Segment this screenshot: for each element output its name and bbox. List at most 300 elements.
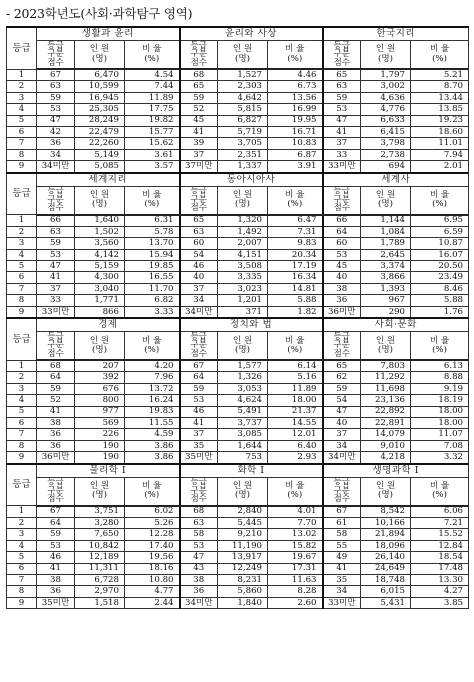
ratio-cell: 15.94 bbox=[125, 249, 180, 260]
cutoff-score-cell: 36미만 bbox=[323, 306, 361, 318]
ratio-cell: 8.28 bbox=[268, 586, 323, 597]
grade-cell: 4 bbox=[7, 540, 37, 551]
table-row bbox=[7, 406, 469, 417]
cutoff-score-cell: 38 bbox=[180, 574, 218, 585]
table-row bbox=[7, 149, 469, 160]
count-header: 인 원 (명) bbox=[218, 477, 268, 506]
cutoff-score-cell: 40 bbox=[323, 417, 361, 428]
table-row bbox=[7, 506, 469, 518]
table-row bbox=[7, 115, 469, 126]
count-cell: 3,374 bbox=[361, 261, 411, 272]
subject-name: 세계지리 bbox=[37, 173, 180, 187]
count-cell: 11,292 bbox=[361, 372, 411, 383]
cutoff-score-cell: 33 bbox=[37, 295, 75, 306]
count-cell: 8,542 bbox=[361, 506, 411, 518]
count-cell: 1,084 bbox=[361, 226, 411, 237]
count-cell: 2,007 bbox=[218, 238, 268, 249]
table-row bbox=[7, 452, 469, 464]
table-row bbox=[7, 138, 469, 149]
cutoff-score-cell: 37 bbox=[180, 149, 218, 160]
cutoff-score-cell: 41 bbox=[37, 272, 75, 283]
table-row bbox=[7, 283, 469, 294]
count-cell: 800 bbox=[75, 395, 125, 406]
count-cell: 207 bbox=[75, 360, 125, 372]
table-row bbox=[7, 126, 469, 137]
ratio-cell: 19.67 bbox=[268, 552, 323, 563]
table-row bbox=[7, 295, 469, 306]
ratio-cell: 11.89 bbox=[268, 383, 323, 394]
cutoff-score-cell: 40 bbox=[323, 272, 361, 283]
ratio-cell: 6.13 bbox=[411, 360, 469, 372]
ratio-cell: 13.44 bbox=[411, 92, 469, 103]
count-cell: 10,842 bbox=[75, 540, 125, 551]
ratio-cell: 16.24 bbox=[125, 395, 180, 406]
ratio-cell: 9.19 bbox=[411, 383, 469, 394]
ratio-cell: 19.23 bbox=[411, 115, 469, 126]
table-row bbox=[7, 440, 469, 451]
table-row bbox=[7, 226, 469, 237]
count-cell: 3,705 bbox=[218, 138, 268, 149]
ratio-cell: 7.94 bbox=[411, 149, 469, 160]
subject-name-row bbox=[7, 464, 469, 478]
ratio-cell: 11.89 bbox=[125, 92, 180, 103]
count-cell: 6,827 bbox=[218, 115, 268, 126]
ratio-cell: 5.26 bbox=[125, 517, 180, 528]
cutoff-score-cell: 47 bbox=[323, 406, 361, 417]
grade-cell: 8 bbox=[7, 586, 37, 597]
cutoff-score-cell: 65 bbox=[180, 81, 218, 92]
cutoff-score-cell: 64 bbox=[37, 372, 75, 383]
ratio-cell: 5.21 bbox=[411, 69, 469, 81]
ratio-cell: 4.59 bbox=[125, 429, 180, 440]
count-cell: 2,351 bbox=[218, 149, 268, 160]
count-cell: 676 bbox=[75, 383, 125, 394]
ratio-cell: 3.57 bbox=[125, 161, 180, 173]
count-cell: 2,738 bbox=[361, 149, 411, 160]
cutoff-score-cell: 65 bbox=[323, 69, 361, 81]
cutoff-score-cell: 53 bbox=[180, 540, 218, 551]
ratio-cell: 4.77 bbox=[125, 586, 180, 597]
grade-cell: 8 bbox=[7, 149, 37, 160]
count-cell: 16,945 bbox=[75, 92, 125, 103]
cutoff-score-cell: 36미만 bbox=[37, 452, 75, 464]
subject-name-row bbox=[7, 318, 469, 332]
cutoff-score-cell: 53 bbox=[37, 249, 75, 260]
cutoff-score-cell: 34 bbox=[323, 586, 361, 597]
count-cell: 5,159 bbox=[75, 261, 125, 272]
grade-cell: 4 bbox=[7, 104, 37, 115]
table-row bbox=[7, 92, 469, 103]
cutoff-score-cell: 34 bbox=[323, 440, 361, 451]
cutoff-score-cell: 63 bbox=[180, 517, 218, 528]
ratio-cell: 3.86 bbox=[125, 440, 180, 451]
count-cell: 753 bbox=[218, 452, 268, 464]
cutoff-score-cell: 63 bbox=[323, 81, 361, 92]
count-header: 인 원 (명) bbox=[75, 186, 125, 215]
count-cell: 5,445 bbox=[218, 517, 268, 528]
ratio-cell: 3.33 bbox=[125, 306, 180, 318]
cutoff-score-cell: 41 bbox=[180, 126, 218, 137]
ratio-cell: 2.01 bbox=[411, 161, 469, 173]
count-header: 인 원 (명) bbox=[75, 477, 125, 506]
table-row bbox=[7, 161, 469, 173]
ratio-cell: 19.82 bbox=[125, 115, 180, 126]
count-cell: 5,491 bbox=[218, 406, 268, 417]
grade-cell: 4 bbox=[7, 249, 37, 260]
count-cell: 4,151 bbox=[218, 249, 268, 260]
ratio-cell: 5.16 bbox=[268, 372, 323, 383]
count-cell: 1,337 bbox=[218, 161, 268, 173]
ratio-cell: 18.19 bbox=[411, 395, 469, 406]
ratio-cell: 7.44 bbox=[125, 81, 180, 92]
ratio-cell: 13.85 bbox=[411, 104, 469, 115]
ratio-cell: 13.56 bbox=[268, 92, 323, 103]
ratio-cell: 3.61 bbox=[125, 149, 180, 160]
count-cell: 4,218 bbox=[361, 452, 411, 464]
grade-cell: 5 bbox=[7, 261, 37, 272]
cutoff-score-cell: 35 bbox=[323, 574, 361, 585]
subject-name: 윤리와 사상 bbox=[180, 27, 323, 41]
cutoff-score-cell: 64 bbox=[180, 372, 218, 383]
table-row bbox=[7, 540, 469, 551]
cutoff-score-cell: 42 bbox=[37, 126, 75, 137]
ratio-cell: 15.77 bbox=[125, 126, 180, 137]
table-row bbox=[7, 383, 469, 394]
ratio-cell: 7.70 bbox=[268, 517, 323, 528]
cutoff-score-cell: 53 bbox=[37, 104, 75, 115]
count-cell: 3,508 bbox=[218, 261, 268, 272]
subject-name: 한국지리 bbox=[323, 27, 469, 41]
ratio-cell: 3.85 bbox=[411, 597, 469, 608]
count-cell: 12,249 bbox=[218, 563, 268, 574]
cutoff-score-cell: 35미만 bbox=[180, 452, 218, 464]
count-header: 인 원 (명) bbox=[361, 332, 411, 361]
count-cell: 23,136 bbox=[361, 395, 411, 406]
subject-name: 사회·문화 bbox=[323, 318, 469, 332]
table-row bbox=[7, 272, 469, 283]
count-cell: 4,642 bbox=[218, 92, 268, 103]
count-cell: 10,166 bbox=[361, 517, 411, 528]
cutoff-score-cell: 46 bbox=[180, 261, 218, 272]
ratio-cell: 4.20 bbox=[125, 360, 180, 372]
table-row bbox=[7, 249, 469, 260]
cutoff-score-cell: 38 bbox=[37, 417, 75, 428]
cutoff-score-cell: 64 bbox=[323, 226, 361, 237]
ratio-cell: 15.82 bbox=[268, 540, 323, 551]
table-row bbox=[7, 69, 469, 81]
count-cell: 1,527 bbox=[218, 69, 268, 81]
grade-cell: 1 bbox=[7, 506, 37, 518]
cutoff-score-cell: 60 bbox=[323, 238, 361, 249]
ratio-header: 비 율 (%) bbox=[411, 186, 469, 215]
grade-cell: 7 bbox=[7, 138, 37, 149]
ratio-cell: 6.40 bbox=[268, 440, 323, 451]
ratio-cell: 12.01 bbox=[268, 429, 323, 440]
ratio-cell: 3.86 bbox=[125, 452, 180, 464]
ratio-cell: 7.31 bbox=[268, 226, 323, 237]
cutoff-header: 등급 구분 점수 bbox=[180, 332, 218, 361]
count-cell: 1,644 bbox=[218, 440, 268, 451]
ratio-cell: 18.60 bbox=[411, 126, 469, 137]
table-row bbox=[7, 261, 469, 272]
cutoff-header: 등급 구분 점수 bbox=[180, 186, 218, 215]
count-cell: 1,502 bbox=[75, 226, 125, 237]
count-cell: 3,023 bbox=[218, 283, 268, 294]
ratio-cell: 6.73 bbox=[268, 81, 323, 92]
count-cell: 12,189 bbox=[75, 552, 125, 563]
cutoff-score-cell: 59 bbox=[323, 92, 361, 103]
ratio-cell: 1.76 bbox=[411, 306, 469, 318]
count-cell: 290 bbox=[361, 306, 411, 318]
cutoff-score-cell: 66 bbox=[323, 215, 361, 227]
count-header: 인 원 (명) bbox=[218, 41, 268, 70]
ratio-cell: 17.75 bbox=[125, 104, 180, 115]
ratio-header: 비 율 (%) bbox=[125, 477, 180, 506]
ratio-cell: 8.70 bbox=[411, 81, 469, 92]
count-cell: 22,892 bbox=[361, 406, 411, 417]
cutoff-score-cell: 63 bbox=[37, 226, 75, 237]
table-row bbox=[7, 81, 469, 92]
cutoff-score-cell: 59 bbox=[323, 383, 361, 394]
grade-cell: 1 bbox=[7, 360, 37, 372]
grade-cell: 4 bbox=[7, 395, 37, 406]
subject-name-row bbox=[7, 27, 469, 41]
cutoff-header: 등급 구분 점수 bbox=[37, 332, 75, 361]
ratio-cell: 4.46 bbox=[268, 69, 323, 81]
count-cell: 2,970 bbox=[75, 586, 125, 597]
column-header-row bbox=[7, 41, 469, 70]
count-cell: 9,010 bbox=[361, 440, 411, 451]
count-cell: 18,748 bbox=[361, 574, 411, 585]
ratio-cell: 10.83 bbox=[268, 138, 323, 149]
cutoff-score-cell: 47 bbox=[37, 115, 75, 126]
table-row bbox=[7, 529, 469, 540]
count-cell: 9,210 bbox=[218, 529, 268, 540]
cutoff-score-cell: 68 bbox=[180, 506, 218, 518]
table-row bbox=[7, 215, 469, 227]
grade-distribution-table bbox=[6, 26, 469, 609]
cutoff-score-cell: 37 bbox=[323, 138, 361, 149]
subject-name-row bbox=[7, 173, 469, 187]
cutoff-score-cell: 36 bbox=[37, 429, 75, 440]
ratio-cell: 12.84 bbox=[411, 540, 469, 551]
grade-cell: 2 bbox=[7, 517, 37, 528]
cutoff-score-cell: 37 bbox=[323, 429, 361, 440]
cutoff-score-cell: 64 bbox=[37, 517, 75, 528]
cutoff-score-cell: 63 bbox=[37, 81, 75, 92]
grade-cell: 1 bbox=[7, 69, 37, 81]
ratio-header: 비 율 (%) bbox=[125, 41, 180, 70]
cutoff-score-cell: 46 bbox=[37, 552, 75, 563]
subject-name: 물리학 Ⅰ bbox=[37, 464, 180, 478]
ratio-cell: 17.40 bbox=[125, 540, 180, 551]
ratio-cell: 14.81 bbox=[268, 283, 323, 294]
ratio-cell: 18.54 bbox=[411, 552, 469, 563]
grade-cell: 9 bbox=[7, 161, 37, 173]
subject-name: 세계사 bbox=[323, 173, 469, 187]
count-cell: 694 bbox=[361, 161, 411, 173]
cutoff-header: 등급 구분 점수 bbox=[37, 186, 75, 215]
cutoff-score-cell: 41 bbox=[37, 406, 75, 417]
count-cell: 2,645 bbox=[361, 249, 411, 260]
count-cell: 3,560 bbox=[75, 238, 125, 249]
cutoff-score-cell: 58 bbox=[180, 529, 218, 540]
count-cell: 4,776 bbox=[361, 104, 411, 115]
count-cell: 1,393 bbox=[361, 283, 411, 294]
ratio-cell: 19.85 bbox=[125, 261, 180, 272]
grade-header: 등급 bbox=[7, 318, 37, 360]
ratio-cell: 8.46 bbox=[411, 283, 469, 294]
cutoff-score-cell: 54 bbox=[180, 249, 218, 260]
cutoff-score-cell: 34 bbox=[37, 149, 75, 160]
cutoff-score-cell: 53 bbox=[323, 249, 361, 260]
grade-cell: 1 bbox=[7, 215, 37, 227]
count-cell: 1,840 bbox=[218, 597, 268, 608]
cutoff-score-cell: 60 bbox=[180, 238, 218, 249]
cutoff-score-cell: 53 bbox=[323, 104, 361, 115]
grade-cell: 7 bbox=[7, 283, 37, 294]
table-row bbox=[7, 586, 469, 597]
grade-header: 등급 bbox=[7, 27, 37, 69]
cutoff-score-cell: 68 bbox=[180, 69, 218, 81]
count-header: 인 원 (명) bbox=[75, 332, 125, 361]
count-cell: 1,797 bbox=[361, 69, 411, 81]
count-cell: 190 bbox=[75, 440, 125, 451]
count-cell: 3,737 bbox=[218, 417, 268, 428]
cutoff-score-cell: 54 bbox=[323, 395, 361, 406]
count-cell: 26,140 bbox=[361, 552, 411, 563]
ratio-cell: 19.56 bbox=[125, 552, 180, 563]
count-cell: 4,300 bbox=[75, 272, 125, 283]
count-cell: 18,096 bbox=[361, 540, 411, 551]
cutoff-score-cell: 53 bbox=[37, 540, 75, 551]
ratio-cell: 18.00 bbox=[411, 406, 469, 417]
table-row bbox=[7, 552, 469, 563]
cutoff-score-cell: 33미만 bbox=[323, 597, 361, 608]
subject-name: 생활과 윤리 bbox=[37, 27, 180, 41]
cutoff-score-cell: 59 bbox=[37, 92, 75, 103]
ratio-cell: 18.00 bbox=[268, 395, 323, 406]
count-cell: 1,320 bbox=[218, 215, 268, 227]
count-cell: 3,053 bbox=[218, 383, 268, 394]
grade-cell: 9 bbox=[7, 597, 37, 608]
count-cell: 392 bbox=[75, 372, 125, 383]
count-cell: 1,201 bbox=[218, 295, 268, 306]
ratio-cell: 11.63 bbox=[268, 574, 323, 585]
table-row bbox=[7, 372, 469, 383]
ratio-cell: 6.95 bbox=[411, 215, 469, 227]
count-cell: 1,326 bbox=[218, 372, 268, 383]
count-cell: 6,633 bbox=[361, 115, 411, 126]
subject-name: 경제 bbox=[37, 318, 180, 332]
count-cell: 22,260 bbox=[75, 138, 125, 149]
grade-cell: 3 bbox=[7, 238, 37, 249]
count-cell: 5,431 bbox=[361, 597, 411, 608]
grade-header: 등급 bbox=[7, 173, 37, 215]
ratio-cell: 16.99 bbox=[268, 104, 323, 115]
cutoff-score-cell: 35 bbox=[180, 440, 218, 451]
cutoff-score-cell: 61 bbox=[323, 517, 361, 528]
ratio-cell: 2.93 bbox=[268, 452, 323, 464]
ratio-cell: 4.01 bbox=[268, 506, 323, 518]
table-row bbox=[7, 360, 469, 372]
count-cell: 6,415 bbox=[361, 126, 411, 137]
count-cell: 5,719 bbox=[218, 126, 268, 137]
cutoff-score-cell: 67 bbox=[37, 69, 75, 81]
count-cell: 10,599 bbox=[75, 81, 125, 92]
count-cell: 5,085 bbox=[75, 161, 125, 173]
cutoff-score-cell: 47 bbox=[37, 261, 75, 272]
ratio-cell: 6.47 bbox=[268, 215, 323, 227]
table-row bbox=[7, 104, 469, 115]
count-cell: 21,894 bbox=[361, 529, 411, 540]
grade-cell: 7 bbox=[7, 429, 37, 440]
ratio-cell: 11.01 bbox=[411, 138, 469, 149]
ratio-header: 비 율 (%) bbox=[411, 332, 469, 361]
table-row bbox=[7, 395, 469, 406]
ratio-cell: 20.50 bbox=[411, 261, 469, 272]
cutoff-score-cell: 52 bbox=[37, 395, 75, 406]
ratio-cell: 11.70 bbox=[125, 283, 180, 294]
cutoff-header: 등급 구분 점수 bbox=[323, 186, 361, 215]
table-row bbox=[7, 429, 469, 440]
cutoff-score-cell: 67 bbox=[37, 506, 75, 518]
ratio-header: 비 율 (%) bbox=[268, 477, 323, 506]
grade-cell: 8 bbox=[7, 295, 37, 306]
grade-cell: 9 bbox=[7, 306, 37, 318]
count-cell: 3,002 bbox=[361, 81, 411, 92]
cutoff-score-cell: 36 bbox=[37, 440, 75, 451]
column-header-row bbox=[7, 477, 469, 506]
ratio-cell: 16.55 bbox=[125, 272, 180, 283]
cutoff-score-cell: 33미만 bbox=[37, 306, 75, 318]
cutoff-score-cell: 41 bbox=[323, 126, 361, 137]
ratio-cell: 18.00 bbox=[411, 417, 469, 428]
ratio-cell: 13.72 bbox=[125, 383, 180, 394]
cutoff-score-cell: 59 bbox=[180, 92, 218, 103]
ratio-cell: 15.52 bbox=[411, 529, 469, 540]
ratio-cell: 16.34 bbox=[268, 272, 323, 283]
ratio-cell: 14.55 bbox=[268, 417, 323, 428]
count-cell: 5,815 bbox=[218, 104, 268, 115]
cutoff-score-cell: 40 bbox=[180, 272, 218, 283]
cutoff-score-cell: 38 bbox=[37, 574, 75, 585]
column-header-row bbox=[7, 186, 469, 215]
subject-name: 동아시아사 bbox=[180, 173, 323, 187]
count-cell: 3,751 bbox=[75, 506, 125, 518]
ratio-cell: 13.30 bbox=[411, 574, 469, 585]
column-header-row bbox=[7, 332, 469, 361]
count-cell: 1,492 bbox=[218, 226, 268, 237]
cutoff-score-cell: 34미만 bbox=[37, 161, 75, 173]
count-cell: 1,518 bbox=[75, 597, 125, 608]
grade-cell: 5 bbox=[7, 552, 37, 563]
grade-cell: 3 bbox=[7, 92, 37, 103]
count-header: 인 원 (명) bbox=[361, 477, 411, 506]
cutoff-score-cell: 41 bbox=[37, 563, 75, 574]
cutoff-score-cell: 41 bbox=[180, 417, 218, 428]
grade-cell: 9 bbox=[7, 452, 37, 464]
ratio-cell: 19.95 bbox=[268, 115, 323, 126]
subject-name: 생명과학 Ⅰ bbox=[323, 464, 469, 478]
cutoff-score-cell: 36 bbox=[37, 586, 75, 597]
ratio-cell: 6.02 bbox=[125, 506, 180, 518]
cutoff-score-cell: 34 bbox=[180, 295, 218, 306]
count-cell: 190 bbox=[75, 452, 125, 464]
ratio-cell: 17.19 bbox=[268, 261, 323, 272]
cutoff-score-cell: 37 bbox=[180, 429, 218, 440]
cutoff-header: 등급 구분 점수 bbox=[180, 41, 218, 70]
